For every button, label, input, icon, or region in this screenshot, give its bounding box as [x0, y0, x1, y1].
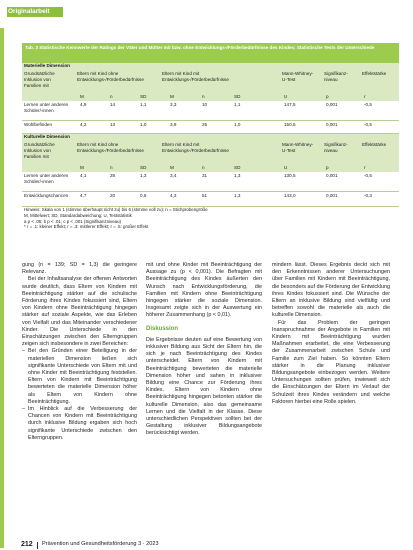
value-cell: 0,6: [140, 193, 147, 198]
value-cell: 1,1: [234, 102, 241, 107]
value-cell: 51: [202, 193, 208, 198]
value-cell: 4,3: [170, 193, 177, 198]
value-cell: 3,4: [170, 173, 177, 178]
value-cell: 0,001: [326, 102, 338, 107]
header-cell: Eltern mit Kind mit Entwicklungs-/Förderbedürfnisse: [162, 142, 229, 153]
footer-divider: [37, 542, 38, 549]
stat-cell: M: [170, 165, 174, 170]
value-cell: 10: [202, 102, 208, 107]
row-label: Lernen unter anderen Schüler/-innen: [24, 173, 69, 184]
value-cell: 3,3: [170, 102, 177, 107]
value-cell: -0,3: [364, 193, 372, 198]
stat-header-row: [22, 164, 399, 172]
table-row: [22, 172, 399, 192]
row-label: Entwicklungschancen: [24, 193, 69, 198]
table-note: * r = .1: kleiner Effekt; r = .3: mittlerer Effekt; r = .5: großer Effekt: [24, 224, 149, 230]
row-label: Wohlbefinden: [24, 122, 53, 127]
stat-cell: U: [284, 94, 288, 99]
page-number: 212: [21, 541, 33, 548]
paragraph: Für das Problem der geringen Inanspruchnahme der Angebote in Familien mit Kindern mit Beeinträchtigung wurden Maßnahmen erarbeitet, die eine Verbesserung der Zusammenarbeit zwischen Schule und Familie zum Ziel haben. So könnten Eltern stärker in die Planung inklusiver Bildungsangebote einbezogen werden. Weitere Untersuchungen sollten prüfen, inwieweit sich die Einschätzungen der Eltern im Verlauf der Schulzeit ihres Kindes verändern und welche Faktoren hierbei eine Rolle spielen.: [272, 319, 390, 405]
value-cell: -0,5: [364, 173, 372, 178]
value-cell: 0,001: [326, 173, 338, 178]
value-cell: 1,1: [140, 102, 147, 107]
paragraph: Bei der Inhaltsanalyse der offenen Antworten wurde deutlich, dass Eltern von Kindern mit Beeinträchtigung stärker auf die schulische Förderung ihres Kindes fokussiert sind, Eltern von Kindern ohne Beeinträchtigung hingegen stärker auf soziale Aspekte, wie das Erleben von Vielfalt und das Miteinander verschiedener Kinder. Die Unterschiede in den Einschätzungen zwischen den Elterngruppen zeigen sich insbesondere in zwei Bereichen:: [22, 276, 137, 348]
page-footer: [0, 540, 413, 550]
journal-title: Prävention und Gesundheitsförderung 3 · 2023: [42, 541, 159, 547]
header-cell: Mann-Whitney-U-Test: [282, 71, 314, 82]
stat-cell: r: [364, 165, 366, 170]
header-cell: Signifikanz-niveau: [324, 71, 348, 82]
header-cell: Effektstärke: [362, 142, 387, 147]
value-cell: 3,9: [170, 122, 177, 127]
value-cell: 130,5: [284, 173, 296, 178]
paragraph: mit und ohne Kinder mit Beeinträchtigung der Aussage zu (p < 0,001). Die Befragten mit Beeinträchtigung des Kindes äußerten den Wunsch nach Entwicklungsförderung, die Familien mit Kindern ohne Beeinträchtigung hingegen stärker die soziale Dimension. Insgesamt zeigte sich in der Auswertung ein höherer Zusammenhang (p < 0,01).: [146, 262, 262, 319]
sidebar-accent: [0, 28, 4, 548]
table-row: [22, 121, 399, 134]
header-cell: Grundsätzliche Inklusion von Familien mit: [24, 71, 55, 88]
value-cell: 4,1: [80, 173, 87, 178]
value-cell: 1,0: [140, 122, 147, 127]
header-cell: Eltern mit Kind ohne Entwicklungs-/Förderbedürfnisse: [77, 71, 144, 82]
bullet-item: – Bei den Gründen einer Beteiligung in der materiellen Dimension ließen sich signifikante Unterschiede von Eltern mit und ohne Kinder mit Beeinträchtigung feststellen. Eltern von Kindern mit Beeinträchtigung bewerteten die materielle Dimension höher als Eltern von Kindern ohne Beeinträchtigung.: [22, 348, 137, 406]
section-row-material: Materielle Dimension: [22, 63, 399, 70]
value-cell: 4,7: [80, 193, 87, 198]
header-cell: Effektstärke: [362, 71, 387, 76]
table-note: Hinweis: Skala von 1 (stimme überhaupt nicht zu) bis 6 (stimme voll zu); n = Stichprobengröße: [24, 207, 208, 212]
header-cell: Grundsätzliche Inklusion von Familien mit: [24, 142, 55, 159]
value-cell: 14: [110, 102, 116, 107]
stat-cell: M: [80, 94, 84, 99]
value-cell: 147,5: [284, 102, 296, 107]
paragraph: mindern lässt. Dieses Ergebnis deckt sich mit den Erkenntnissen anderer Untersuchungen über Familien mit Kindern mit Beeinträchtigung, die besonders auf die Förderung der Entwicklung ihres Kindes fokussiert sind. Die Wünsche der Eltern an inklusive Bildung sind vielfältig und betreffen sowohl die materielle als auch die kulturelle Dimension.: [272, 262, 390, 319]
header-cell: Eltern mit Kind mit Entwicklungs-/Förderbedürfnisse: [162, 71, 229, 82]
stat-cell: n: [202, 165, 205, 170]
value-cell: 4,2: [80, 122, 87, 127]
text-column-2: [146, 262, 262, 438]
stat-cell: SD: [140, 165, 147, 170]
paragraph: Die Ergebnisse deuten auf eine Bewertung von inklusiver Bildung aus Sicht der Eltern hin, die sich je nach Beeinträchtigung des Kindes unterscheidet. Eltern von Kindern mit Beeinträchtigung bewerteten die materielle Dimension höher und sahen in inklusiver Bildung eine Chance zur Förderung ihres Kindes. Eltern von Kindern ohne Beeinträchtigung hingegen betonten stärker die kulturelle Dimension, also das gemeinsame Lernen und die Vielfalt in der Klasse. Diese unterschiedlichen Perspektiven sollten bei der Gestaltung inklusiver Bildungsangebote berücksichtigt werden.: [146, 336, 262, 437]
stat-cell: n: [110, 94, 113, 99]
article-type-tag: Originalarbeit: [8, 8, 50, 15]
value-cell: 13: [110, 122, 116, 127]
value-cell: 1,3: [234, 193, 241, 198]
stat-cell: SD: [140, 94, 147, 99]
table-note: M, Mittelwert; SD, Standardabweichung; U, Teststatistik: [24, 212, 132, 218]
table-row: [22, 192, 399, 207]
header-cell: Signifikanz-niveau: [324, 142, 348, 153]
results-table: [22, 43, 399, 230]
stat-cell: n: [110, 165, 113, 170]
value-cell: 0,001: [326, 193, 338, 198]
stat-cell: p: [326, 94, 329, 99]
text-column-3: [272, 262, 390, 406]
stat-cell: SD: [234, 165, 241, 170]
header-cell: Mann-Whitney-U-Test: [282, 142, 314, 153]
value-cell: 143,0: [284, 193, 296, 198]
stat-header-row: [22, 93, 399, 101]
table-header-row: [22, 141, 399, 164]
paragraph: gung (n = 139; SD = 1,3) die geringere Relevanz.: [22, 262, 137, 276]
stat-cell: p: [326, 165, 329, 170]
header-cell: Eltern mit Kind ohne Entwicklungs-/Förderbedürfnisse: [77, 142, 144, 153]
value-cell: 28: [110, 173, 116, 178]
row-label: Lernen unter anderen Schüler/-innen: [24, 102, 69, 113]
section-heading: Diskussion: [146, 325, 179, 332]
value-cell: 150,5: [284, 122, 296, 127]
stat-cell: M: [80, 165, 84, 170]
table-note: a p < .05; b p < .01; c p < .001 (Signifikanzniveau): [24, 218, 122, 224]
section-row-cultural: Kulturelle Dimension: [22, 134, 399, 141]
stat-cell: M: [170, 94, 174, 99]
stat-cell: n: [202, 94, 205, 99]
table-header-row: [22, 70, 399, 93]
value-cell: 1,3: [140, 173, 147, 178]
table-row: [22, 101, 399, 121]
value-cell: 1,3: [234, 173, 241, 178]
stat-cell: r: [364, 94, 366, 99]
value-cell: -0,5: [364, 122, 372, 127]
value-cell: 31: [202, 173, 208, 178]
text-column-1: [22, 262, 137, 442]
value-cell: 4,9: [80, 102, 87, 107]
table-caption: Tab. 3 Statistische Kennwerte der Ratings der Väter und Mütter mit bzw. ohne Entwicklungs-/Förderbedürfnisse des Kindes; Statistische Tests der Unterschiede: [22, 43, 399, 63]
value-cell: 20: [110, 193, 116, 198]
value-cell: 25: [202, 122, 208, 127]
value-cell: 0,001: [326, 122, 338, 127]
stat-cell: SD: [234, 94, 241, 99]
stat-cell: U: [284, 165, 288, 170]
value-cell: -0,5: [364, 102, 372, 107]
bullet-item: – Im Hinblick auf die Verbesserung der Chancen von Kindern mit Beeinträchtigung durch inklusive Bildung ergaben sich hoch signifikante Unterschiede zwischen den Elterngruppen.: [22, 406, 137, 442]
value-cell: 1,0: [234, 122, 241, 127]
